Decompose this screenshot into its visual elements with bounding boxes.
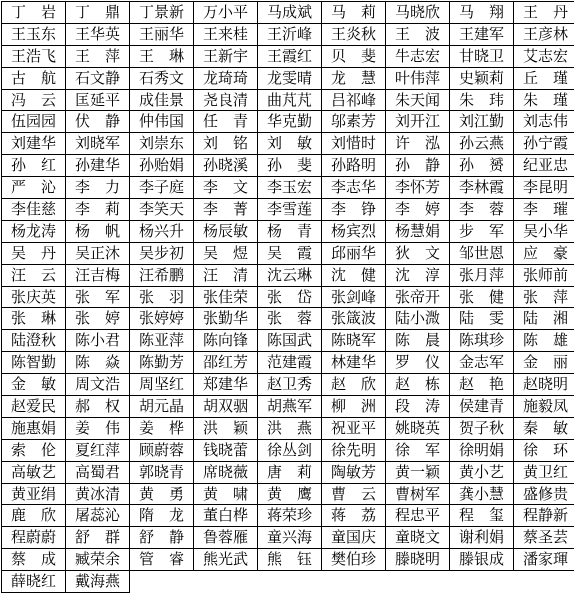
name-cell: 席晓薇 — [194, 461, 258, 483]
name-cell: 程 玺 — [450, 505, 514, 527]
name-cell: 臧荣余 — [66, 549, 130, 571]
name-cell: 杨慧娟 — [386, 220, 450, 242]
name-cell: 薛晓红 — [2, 571, 66, 593]
name-cell: 李 文 — [194, 177, 258, 199]
name-cell: 胡燕军 — [258, 396, 322, 418]
name-cell: 古 航 — [2, 67, 66, 89]
name-cell: 姚晓英 — [386, 417, 450, 439]
roster-row — [2, 67, 574, 89]
name-cell: 李雪莲 — [258, 199, 322, 221]
name-cell: 张师前 — [514, 264, 574, 286]
name-cell: 蔡圣芸 — [514, 527, 574, 549]
name-cell: 孙 赟 — [450, 155, 514, 177]
name-cell: 丁 岩 — [2, 2, 66, 24]
roster-row — [2, 571, 574, 593]
name-cell: 徐 军 — [386, 439, 450, 461]
name-cell: 吕祁峰 — [322, 89, 386, 111]
name-cell: 孙宁霞 — [514, 133, 574, 155]
name-cell: 蒋 荔 — [322, 505, 386, 527]
name-cell: 马 翔 — [450, 2, 514, 24]
name-cell: 姜 伟 — [66, 417, 130, 439]
name-cell: 罗 仪 — [386, 352, 450, 374]
name-cell: 王 波 — [386, 23, 450, 45]
name-cell: 马晓欣 — [386, 2, 450, 24]
name-cell: 史颖莉 — [450, 67, 514, 89]
name-cell: 李笑天 — [130, 199, 194, 221]
name-cell: 张 军 — [66, 286, 130, 308]
name-cell — [258, 571, 322, 593]
name-cell: 杨龙涛 — [2, 220, 66, 242]
name-cell: 王新宇 — [194, 45, 258, 67]
name-cell — [194, 571, 258, 593]
name-cell: 秦 敏 — [514, 417, 574, 439]
roster-row — [2, 417, 574, 439]
name-cell: 王彦林 — [514, 23, 574, 45]
name-cell — [322, 571, 386, 593]
name-cell: 祝亚平 — [322, 417, 386, 439]
name-cell: 石文静 — [66, 67, 130, 89]
name-cell: 张剑峰 — [322, 286, 386, 308]
name-cell: 蒋荣珍 — [258, 505, 322, 527]
name-cell: 张 健 — [450, 286, 514, 308]
name-roster-body — [2, 2, 574, 593]
name-cell: 万小平 — [194, 2, 258, 24]
name-cell: 邹世恩 — [450, 242, 514, 264]
name-cell: 段 涛 — [386, 396, 450, 418]
name-cell: 吴小华 — [514, 220, 574, 242]
name-cell: 王霞红 — [258, 45, 322, 67]
name-cell: 王来桂 — [194, 23, 258, 45]
name-cell: 施毅凤 — [514, 396, 574, 418]
name-cell: 赵 栋 — [386, 374, 450, 396]
name-cell: 牛志宏 — [386, 45, 450, 67]
name-cell: 滕银成 — [450, 549, 514, 571]
name-cell: 洪 燕 — [258, 417, 322, 439]
roster-row — [2, 111, 574, 133]
name-cell: 童兴海 — [258, 527, 322, 549]
name-cell: 华克勤 — [258, 111, 322, 133]
name-cell: 李昆明 — [514, 177, 574, 199]
name-cell: 胡双骃 — [194, 396, 258, 418]
name-cell: 沈 健 — [322, 264, 386, 286]
name-cell: 洪 颖 — [194, 417, 258, 439]
roster-row — [2, 527, 574, 549]
name-cell: 刘 铭 — [194, 133, 258, 155]
name-cell: 王炎秋 — [322, 23, 386, 45]
name-cell: 王 琳 — [130, 45, 194, 67]
roster-row — [2, 352, 574, 374]
name-cell: 龚小慧 — [450, 483, 514, 505]
name-cell: 滕晓明 — [386, 549, 450, 571]
name-cell: 张 婷 — [66, 308, 130, 330]
name-cell: 王 萍 — [66, 45, 130, 67]
name-cell: 张 羽 — [130, 286, 194, 308]
name-cell: 金志军 — [450, 352, 514, 374]
name-cell: 李玉宏 — [258, 177, 322, 199]
name-cell: 伍园园 — [2, 111, 66, 133]
name-cell: 陈琪珍 — [450, 330, 514, 352]
name-cell: 李怀芳 — [386, 177, 450, 199]
name-cell: 程静新 — [514, 505, 574, 527]
name-cell: 施惠娟 — [2, 417, 66, 439]
name-cell: 姜 桦 — [130, 417, 194, 439]
name-cell: 范建霞 — [258, 352, 322, 374]
name-cell: 汪 清 — [194, 264, 258, 286]
name-cell: 黄 勇 — [130, 483, 194, 505]
name-cell: 贺子秋 — [450, 417, 514, 439]
roster-row — [2, 286, 574, 308]
name-cell: 李 璀 — [514, 199, 574, 221]
name-cell: 刘开江 — [386, 111, 450, 133]
name-cell: 朱 玮 — [450, 89, 514, 111]
name-cell: 隋 龙 — [130, 505, 194, 527]
name-cell: 刘 敏 — [258, 133, 322, 155]
name-cell: 孙建华 — [66, 155, 130, 177]
name-cell: 王建军 — [450, 23, 514, 45]
name-cell: 杨兴升 — [130, 220, 194, 242]
name-cell: 孙贻娟 — [130, 155, 194, 177]
name-cell: 刘建华 — [2, 133, 66, 155]
roster-row — [2, 505, 574, 527]
name-cell: 步 军 — [450, 220, 514, 242]
name-cell: 索 伦 — [2, 439, 66, 461]
name-cell: 陆澄秋 — [2, 330, 66, 352]
name-cell: 贝 斐 — [322, 45, 386, 67]
name-cell: 金 敏 — [2, 374, 66, 396]
name-cell: 林建华 — [322, 352, 386, 374]
name-cell: 张箴波 — [322, 308, 386, 330]
name-cell: 徐明娟 — [450, 439, 514, 461]
name-cell: 屠蕊沁 — [66, 505, 130, 527]
name-cell: 汪 云 — [2, 264, 66, 286]
name-cell: 钱晓蕾 — [194, 439, 258, 461]
roster-row — [2, 264, 574, 286]
name-cell: 应 豪 — [514, 242, 574, 264]
roster-row — [2, 177, 574, 199]
name-cell: 周坚红 — [130, 374, 194, 396]
name-cell: 孙 静 — [386, 155, 450, 177]
name-cell: 龙琦琦 — [194, 67, 258, 89]
roster-row — [2, 89, 574, 111]
name-cell: 陆 湘 — [514, 308, 574, 330]
name-cell: 徐 环 — [514, 439, 574, 461]
name-cell: 曹 云 — [322, 483, 386, 505]
name-cell: 石秀文 — [130, 67, 194, 89]
name-cell: 胡元晶 — [130, 396, 194, 418]
name-cell: 丘 瑾 — [514, 67, 574, 89]
name-cell: 陶敏芳 — [322, 461, 386, 483]
name-cell: 曹树军 — [386, 483, 450, 505]
name-cell: 鹿 欣 — [2, 505, 66, 527]
name-cell: 龙 慧 — [322, 67, 386, 89]
roster-row — [2, 439, 574, 461]
name-cell: 吴正沐 — [66, 242, 130, 264]
name-cell: 黄小艺 — [450, 461, 514, 483]
roster-row — [2, 374, 574, 396]
name-cell: 马 莉 — [322, 2, 386, 24]
name-cell: 狄 文 — [386, 242, 450, 264]
roster-row — [2, 483, 574, 505]
name-cell: 王华英 — [66, 23, 130, 45]
name-cell: 张 琳 — [2, 308, 66, 330]
name-cell: 张勤华 — [194, 308, 258, 330]
name-cell: 熊 钰 — [258, 549, 322, 571]
name-cell: 李 蓉 — [450, 199, 514, 221]
name-cell: 郝 权 — [66, 396, 130, 418]
roster-row — [2, 23, 574, 45]
name-cell: 周文浩 — [66, 374, 130, 396]
name-cell: 沈 淳 — [386, 264, 450, 286]
name-cell: 陈 晨 — [386, 330, 450, 352]
roster-row — [2, 242, 574, 264]
name-cell: 丁景新 — [130, 2, 194, 24]
name-cell: 盛修贵 — [514, 483, 574, 505]
name-cell: 朱天闻 — [386, 89, 450, 111]
name-cell: 赵 艳 — [450, 374, 514, 396]
name-cell: 邵红芳 — [194, 352, 258, 374]
name-cell: 李 铮 — [322, 199, 386, 221]
name-cell: 邱丽华 — [322, 242, 386, 264]
name-cell: 尧良清 — [194, 89, 258, 111]
name-cell: 马成斌 — [258, 2, 322, 24]
name-cell: 孙 斐 — [258, 155, 322, 177]
name-cell: 朱 瑾 — [514, 89, 574, 111]
name-cell: 邬素芳 — [322, 111, 386, 133]
name-cell: 杨 帆 — [66, 220, 130, 242]
name-cell: 鲁蓉雁 — [194, 527, 258, 549]
name-cell: 高蜀君 — [66, 461, 130, 483]
name-cell: 汪吉梅 — [66, 264, 130, 286]
name-cell: 李 莉 — [66, 199, 130, 221]
name-cell: 戴海燕 — [66, 571, 130, 593]
name-cell: 黄 啸 — [194, 483, 258, 505]
name-cell: 陈 雄 — [514, 330, 574, 352]
name-cell: 童国庆 — [322, 527, 386, 549]
roster-row — [2, 220, 574, 242]
name-cell: 徐丛剑 — [258, 439, 322, 461]
name-cell: 郭晓青 — [130, 461, 194, 483]
name-cell: 曲芃芃 — [258, 89, 322, 111]
name-cell: 王 丹 — [514, 2, 574, 24]
name-cell: 丁 鼎 — [66, 2, 130, 24]
name-cell: 刘志伟 — [514, 111, 574, 133]
name-cell: 谢利娟 — [450, 527, 514, 549]
name-cell: 李 力 — [66, 177, 130, 199]
name-cell: 张婷婷 — [130, 308, 194, 330]
name-cell: 顾蔚蓉 — [130, 439, 194, 461]
name-cell: 李佳慈 — [2, 199, 66, 221]
name-cell: 唐 莉 — [258, 461, 322, 483]
name-cell: 任 青 — [194, 111, 258, 133]
name-cell: 刘惜时 — [322, 133, 386, 155]
name-cell: 管 睿 — [130, 549, 194, 571]
name-cell: 李 菁 — [194, 199, 258, 221]
name-cell: 龙雯晴 — [258, 67, 322, 89]
name-cell: 成佳景 — [130, 89, 194, 111]
name-cell: 陈智勤 — [2, 352, 66, 374]
name-cell: 黄卫红 — [514, 461, 574, 483]
name-cell: 陈亚萍 — [130, 330, 194, 352]
name-cell: 陈勤芳 — [130, 352, 194, 374]
roster-row — [2, 133, 574, 155]
name-cell: 黄亚绢 — [2, 483, 66, 505]
name-cell: 孙云燕 — [450, 133, 514, 155]
name-cell: 陈国武 — [258, 330, 322, 352]
name-cell: 张月萍 — [450, 264, 514, 286]
name-cell: 高敏艺 — [2, 461, 66, 483]
name-cell: 陈晓军 — [322, 330, 386, 352]
name-cell: 李 婷 — [386, 199, 450, 221]
name-cell: 王浩飞 — [2, 45, 66, 67]
name-cell: 陆 雯 — [450, 308, 514, 330]
name-cell: 郑建华 — [194, 374, 258, 396]
roster-row — [2, 396, 574, 418]
name-cell: 樊伯珍 — [322, 549, 386, 571]
roster-row — [2, 45, 574, 67]
name-cell: 张 萍 — [514, 286, 574, 308]
name-cell: 刘晓军 — [66, 133, 130, 155]
name-cell: 童晓文 — [386, 527, 450, 549]
name-cell: 张帝开 — [386, 286, 450, 308]
name-cell: 黄一颖 — [386, 461, 450, 483]
name-cell: 徐先明 — [322, 439, 386, 461]
name-cell — [386, 571, 450, 593]
name-cell: 潘家琿 — [514, 549, 574, 571]
name-cell: 张 蓉 — [258, 308, 322, 330]
name-cell: 王丽华 — [130, 23, 194, 45]
name-cell: 吴 煜 — [194, 242, 258, 264]
name-cell: 吴 丹 — [2, 242, 66, 264]
name-cell: 赵卫秀 — [258, 374, 322, 396]
name-cell: 匡延平 — [66, 89, 130, 111]
name-cell: 孙晓溪 — [194, 155, 258, 177]
roster-row — [2, 199, 574, 221]
name-cell: 张庆英 — [2, 286, 66, 308]
name-cell: 杨宾烈 — [322, 220, 386, 242]
name-cell: 侯建青 — [450, 396, 514, 418]
name-cell: 冯 云 — [2, 89, 66, 111]
name-cell: 李林霞 — [450, 177, 514, 199]
name-cell: 仲伟国 — [130, 111, 194, 133]
name-cell: 舒 静 — [130, 527, 194, 549]
name-cell: 伏 静 — [66, 111, 130, 133]
name-cell: 杨辰敏 — [194, 220, 258, 242]
name-cell: 金 丽 — [514, 352, 574, 374]
name-cell: 赵晓明 — [514, 374, 574, 396]
name-cell: 黄 鹰 — [258, 483, 322, 505]
roster-row — [2, 308, 574, 330]
name-cell — [130, 571, 194, 593]
name-cell: 李子庭 — [130, 177, 194, 199]
name-cell: 纪亚忠 — [514, 155, 574, 177]
name-cell: 陈小君 — [66, 330, 130, 352]
name-cell — [450, 571, 514, 593]
roster-row — [2, 155, 574, 177]
name-cell: 陈 焱 — [66, 352, 130, 374]
name-cell: 张佳荣 — [194, 286, 258, 308]
name-cell: 汪希鹏 — [130, 264, 194, 286]
name-cell: 刘崇东 — [130, 133, 194, 155]
name-cell: 程忠平 — [386, 505, 450, 527]
name-cell: 沈云琳 — [258, 264, 322, 286]
name-cell: 黄冰清 — [66, 483, 130, 505]
name-cell: 赵 欣 — [322, 374, 386, 396]
name-cell: 舒 群 — [66, 527, 130, 549]
name-cell: 赵爱民 — [2, 396, 66, 418]
name-cell: 孙 红 — [2, 155, 66, 177]
name-cell: 熊光武 — [194, 549, 258, 571]
name-cell: 程蔚蔚 — [2, 527, 66, 549]
name-cell: 叶伟萍 — [386, 67, 450, 89]
name-cell: 许 泓 — [386, 133, 450, 155]
name-cell: 夏红萍 — [66, 439, 130, 461]
name-cell: 蔡 成 — [2, 549, 66, 571]
name-cell: 甘晓卫 — [450, 45, 514, 67]
name-cell: 孙路明 — [322, 155, 386, 177]
name-cell: 陆小溦 — [386, 308, 450, 330]
name-cell: 吴 霞 — [258, 242, 322, 264]
name-cell: 王沂峰 — [258, 23, 322, 45]
name-cell: 柳 洲 — [322, 396, 386, 418]
name-cell: 董白桦 — [194, 505, 258, 527]
name-cell: 艾志宏 — [514, 45, 574, 67]
name-cell: 杨 青 — [258, 220, 322, 242]
name-cell: 王玉东 — [2, 23, 66, 45]
name-cell: 李志华 — [322, 177, 386, 199]
roster-row — [2, 2, 574, 24]
name-roster-table — [1, 1, 574, 593]
name-cell: 陈向锋 — [194, 330, 258, 352]
name-cell: 吴步初 — [130, 242, 194, 264]
roster-row — [2, 330, 574, 352]
name-cell — [514, 571, 574, 593]
name-cell: 刘江勤 — [450, 111, 514, 133]
roster-row — [2, 461, 574, 483]
name-cell: 张 岱 — [258, 286, 322, 308]
name-cell: 严 沁 — [2, 177, 66, 199]
roster-row — [2, 549, 574, 571]
